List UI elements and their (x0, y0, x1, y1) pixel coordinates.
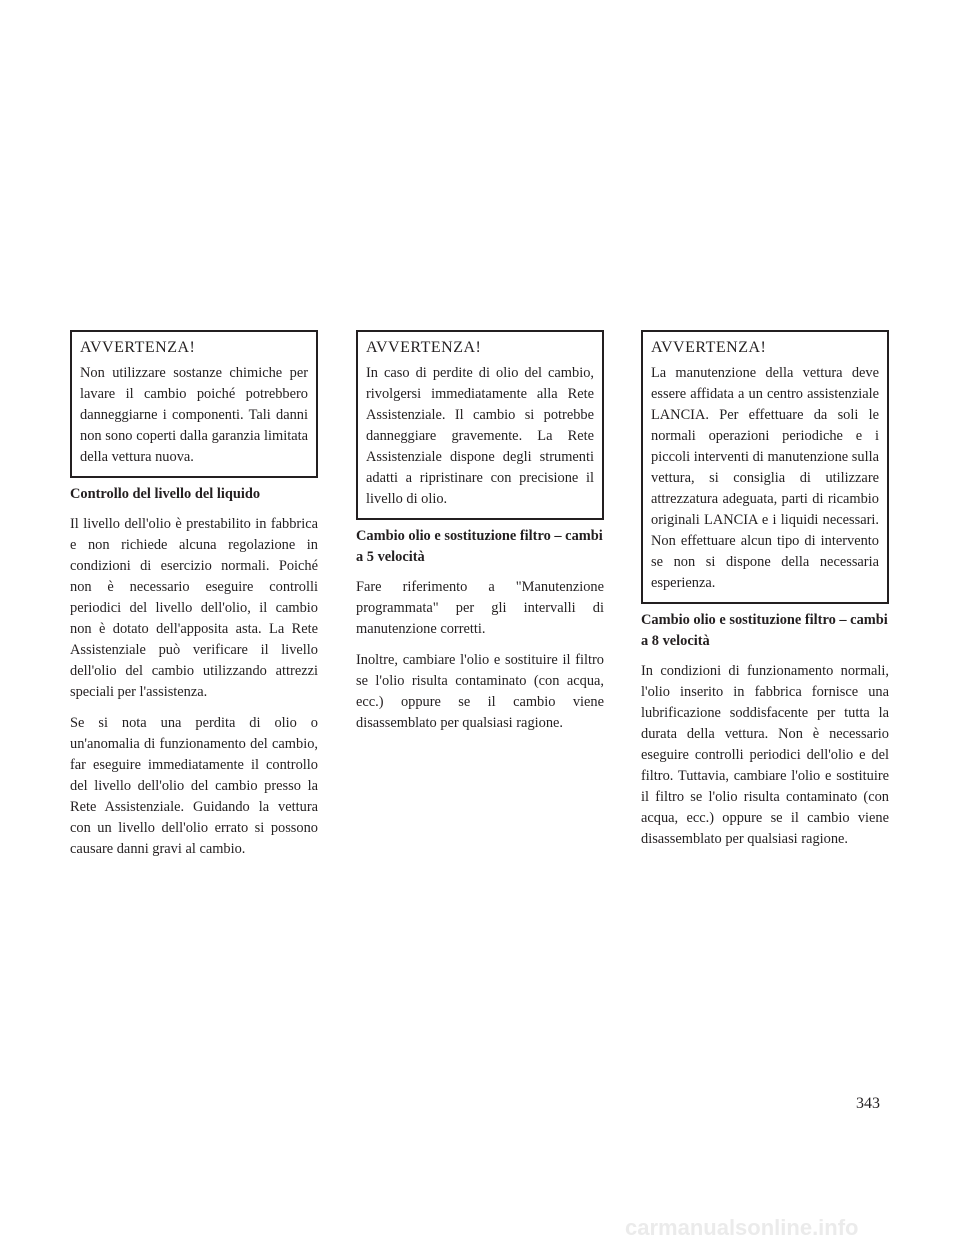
paragraph: Inoltre, cambiare l'olio e sostituire il filtro se l'olio risulta contaminato (con acqua, ecc.) oppure se il cambio viene disassemblato per qualsiasi ragione. (356, 652, 604, 731)
warning-box (356, 330, 604, 520)
section-heading: Cambio olio e sostituzione filtro – cambi a 8 velocità (641, 612, 888, 649)
warning-box (70, 330, 318, 478)
warning-title: AVVERTENZA! (80, 339, 196, 356)
column-3 (641, 330, 889, 860)
warning-text: Non utilizzare sostanze chimiche per lavare il cambio poiché potrebbero danneggiarne i componenti. Tali danni non sono coperti dalla garanzia limitata della vettura nuova. (80, 365, 308, 465)
warning-box (641, 330, 889, 604)
column-1 (70, 330, 318, 870)
section-heading: Controllo del livello del liquido (70, 486, 261, 502)
page-number: 343 (856, 1095, 880, 1112)
warning-text: La manutenzione della vettura deve essere affidata a un centro assistenziale LANCIA. Per effettuare da soli le normali operazioni periodiche e i piccoli interventi di manutenzione sulla vettura, si consiglia di utilizzare attrezzatura adeguata, parti di ricambio originali LANCIA e i liquidi necessari. Non effettuare alcun tipo di intervento se non si dispone della necessaria esperienza. (651, 365, 879, 591)
watermark: carmanualsonline.info (625, 1215, 859, 1240)
warning-title: AVVERTENZA! (366, 339, 482, 356)
paragraph: In condizioni di funzionamento normali, l'olio inserito in fabbrica fornisce una lubrificazione soddisfacente per tutta la durata della vettura. Non è necessario eseguire controlli periodici dell'olio e del filtro. Tuttavia, cambiare l'olio e sostituire il filtro se l'olio risulta contaminato (con acqua, ecc.) oppure se il cambio viene disassemblato per qualsiasi ragione. (641, 663, 889, 847)
warning-title: AVVERTENZA! (651, 339, 767, 356)
column-2 (356, 330, 604, 744)
paragraph: Fare riferimento a "Manutenzione programmata" per gli intervalli di manutenzione corretti. (356, 579, 604, 637)
paragraph: Il livello dell'olio è prestabilito in fabbrica e non richiede alcuna regolazione in condizioni di esercizio normali. Poiché non è necessario eseguire controlli periodici del livello dell'olio, il cambio non è dotato dell'apposita asta. La Rete Assistenziale può verificare il livello dell'olio del cambio utilizzando attrezzi speciali per l'assistenza. (70, 516, 318, 700)
paragraph: Se si nota una perdita di olio o un'anomalia di funzionamento del cambio, far eseguire immediatamente il controllo del livello dell'olio del cambio presso la Rete Assistenziale. Guidando la vettura con un livello dell'olio errato si possono causare danni gravi al cambio. (70, 715, 318, 857)
section-heading: Cambio olio e sostituzione filtro – cambi a 5 velocità (356, 528, 603, 565)
warning-text: In caso di perdite di olio del cambio, rivolgersi immediatamente alla Rete Assistenziale. Il cambio si potrebbe danneggiare gravemente. La Rete Assistenziale dispone degli strumenti adatti a ripristinare con precisione il livello di olio. (366, 365, 594, 507)
